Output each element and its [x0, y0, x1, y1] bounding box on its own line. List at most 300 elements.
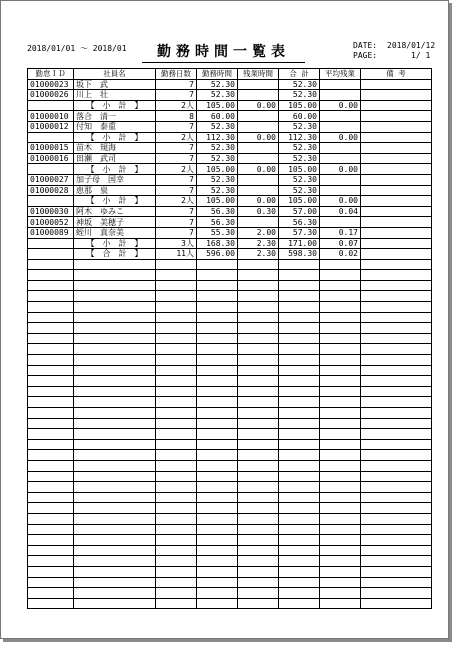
blank-cell [361, 450, 432, 461]
blank-cell [279, 418, 320, 429]
col-header: 合 計 [279, 69, 320, 80]
blank-cell [74, 365, 156, 376]
table-row [28, 143, 432, 154]
blank-cell [28, 302, 74, 313]
cell-note [361, 217, 432, 228]
cell-ot: 2.30 [238, 238, 279, 249]
blank-cell [28, 492, 74, 503]
cell-note [361, 100, 432, 111]
blank-row [28, 460, 432, 471]
cell-work: 105.00 [197, 164, 238, 175]
cell-total: 56.30 [279, 217, 320, 228]
blank-cell [197, 577, 238, 588]
cell-days: 7 [156, 79, 197, 90]
blank-cell [320, 270, 361, 281]
cell-days: 7 [156, 90, 197, 101]
blank-cell [197, 333, 238, 344]
cell-avg: 0.07 [320, 238, 361, 249]
blank-cell [74, 513, 156, 524]
blank-cell [74, 545, 156, 556]
cell-id [28, 132, 74, 143]
blank-cell [320, 408, 361, 419]
cell-note [361, 164, 432, 175]
table-row [28, 227, 432, 238]
table-row [28, 217, 432, 228]
blank-cell [361, 376, 432, 387]
blank-cell [320, 397, 361, 408]
blank-cell [320, 460, 361, 471]
blank-cell [74, 471, 156, 482]
blank-row [28, 408, 432, 419]
blank-cell [238, 524, 279, 535]
blank-row [28, 598, 432, 609]
blank-cell [320, 344, 361, 355]
blank-cell [156, 588, 197, 599]
blank-cell [238, 376, 279, 387]
blank-cell [320, 418, 361, 429]
blank-cell [279, 598, 320, 609]
blank-cell [156, 535, 197, 546]
blank-cell [238, 344, 279, 355]
blank-cell [238, 280, 279, 291]
cell-name: 神坂 美穂子 [74, 217, 156, 228]
blank-cell [361, 460, 432, 471]
cell-id: 01000023 [28, 79, 74, 90]
cell-days: 8 [156, 111, 197, 122]
report-meta [353, 41, 435, 61]
blank-cell [279, 503, 320, 514]
blank-cell [197, 439, 238, 450]
blank-cell [238, 333, 279, 344]
blank-cell [279, 397, 320, 408]
cell-ot: 0.00 [238, 132, 279, 143]
blank-cell [279, 450, 320, 461]
blank-cell [361, 492, 432, 503]
table-row [28, 121, 432, 132]
blank-cell [156, 312, 197, 323]
blank-cell [279, 312, 320, 323]
blank-cell [238, 556, 279, 567]
blank-cell [361, 418, 432, 429]
blank-cell [156, 291, 197, 302]
blank-cell [197, 323, 238, 334]
blank-cell [361, 545, 432, 556]
blank-cell [320, 482, 361, 493]
blank-cell [197, 524, 238, 535]
blank-cell [238, 598, 279, 609]
blank-cell [156, 408, 197, 419]
blank-cell [238, 471, 279, 482]
blank-cell [320, 566, 361, 577]
cell-name: 恵那 泉 [74, 185, 156, 196]
cell-avg: 0.02 [320, 249, 361, 260]
blank-cell [361, 270, 432, 281]
blank-cell [279, 365, 320, 376]
blank-row [28, 588, 432, 599]
cell-avg [320, 121, 361, 132]
blank-cell [74, 259, 156, 270]
blank-cell [279, 513, 320, 524]
blank-cell [74, 503, 156, 514]
blank-cell [197, 408, 238, 419]
cell-name: 【 小 計 】 [74, 100, 156, 111]
cell-work: 112.30 [197, 132, 238, 143]
blank-cell [197, 492, 238, 503]
date-label: DATE: [353, 41, 378, 50]
cell-total: 105.00 [279, 164, 320, 175]
blank-cell [28, 535, 74, 546]
cell-id: 01000089 [28, 227, 74, 238]
cell-name: 田瀬 武司 [74, 153, 156, 164]
date-value: 2018/01/12 [387, 41, 436, 50]
blank-cell [156, 365, 197, 376]
cell-work: 55.30 [197, 227, 238, 238]
blank-cell [156, 280, 197, 291]
blank-cell [74, 524, 156, 535]
blank-cell [28, 513, 74, 524]
cell-ot [238, 143, 279, 154]
blank-cell [74, 482, 156, 493]
blank-cell [156, 450, 197, 461]
blank-cell [238, 302, 279, 313]
subtotal-row [28, 196, 432, 207]
blank-cell [28, 365, 74, 376]
blank-cell [279, 577, 320, 588]
blank-row [28, 429, 432, 440]
blank-cell [279, 280, 320, 291]
blank-row [28, 291, 432, 302]
blank-row [28, 545, 432, 556]
cell-id: 01000028 [28, 185, 74, 196]
blank-cell [238, 513, 279, 524]
blank-cell [28, 408, 74, 419]
blank-cell [361, 386, 432, 397]
cell-work: 52.30 [197, 153, 238, 164]
blank-row [28, 482, 432, 493]
blank-cell [197, 302, 238, 313]
blank-row [28, 365, 432, 376]
cell-ot: 0.00 [238, 100, 279, 111]
blank-cell [74, 323, 156, 334]
blank-cell [74, 450, 156, 461]
blank-cell [361, 577, 432, 588]
cell-avg [320, 217, 361, 228]
report-title: 勤務時間一覧表 [142, 41, 305, 63]
blank-row [28, 355, 432, 366]
blank-row [28, 524, 432, 535]
blank-cell [279, 556, 320, 567]
blank-cell [361, 513, 432, 524]
blank-cell [74, 355, 156, 366]
blank-cell [238, 270, 279, 281]
cell-avg [320, 153, 361, 164]
blank-cell [361, 482, 432, 493]
cell-days: 2人 [156, 100, 197, 111]
blank-cell [156, 471, 197, 482]
table-row [28, 111, 432, 122]
blank-cell [28, 291, 74, 302]
blank-cell [156, 259, 197, 270]
blank-cell [156, 376, 197, 387]
blank-cell [74, 492, 156, 503]
cell-days: 2人 [156, 132, 197, 143]
blank-cell [197, 280, 238, 291]
blank-cell [74, 408, 156, 419]
cell-avg [320, 90, 361, 101]
blank-cell [28, 386, 74, 397]
blank-cell [361, 344, 432, 355]
cell-total: 57.00 [279, 206, 320, 217]
blank-row [28, 376, 432, 387]
blank-row [28, 418, 432, 429]
cell-id: 01000030 [28, 206, 74, 217]
blank-cell [28, 503, 74, 514]
blank-row [28, 270, 432, 281]
cell-note [361, 174, 432, 185]
blank-cell [197, 355, 238, 366]
blank-cell [238, 545, 279, 556]
blank-cell [197, 429, 238, 440]
blank-cell [156, 344, 197, 355]
blank-cell [197, 471, 238, 482]
blank-cell [361, 323, 432, 334]
cell-avg: 0.17 [320, 227, 361, 238]
blank-cell [28, 280, 74, 291]
blank-cell [74, 577, 156, 588]
blank-cell [74, 598, 156, 609]
blank-row [28, 259, 432, 270]
blank-cell [279, 302, 320, 313]
blank-cell [361, 333, 432, 344]
blank-cell [197, 386, 238, 397]
cell-id: 01000052 [28, 217, 74, 228]
blank-cell [74, 302, 156, 313]
blank-cell [28, 460, 74, 471]
blank-cell [320, 545, 361, 556]
blank-cell [156, 323, 197, 334]
cell-id: 01000026 [28, 90, 74, 101]
blank-cell [279, 588, 320, 599]
blank-cell [156, 460, 197, 471]
blank-cell [28, 588, 74, 599]
blank-cell [197, 513, 238, 524]
cell-total: 52.30 [279, 121, 320, 132]
cell-work: 52.30 [197, 185, 238, 196]
cell-note [361, 79, 432, 90]
cell-ot: 2.30 [238, 249, 279, 260]
subtotal-row [28, 100, 432, 111]
cell-total: 598.30 [279, 249, 320, 260]
blank-cell [361, 302, 432, 313]
cell-avg: 0.00 [320, 100, 361, 111]
blank-cell [279, 460, 320, 471]
blank-cell [156, 439, 197, 450]
cell-avg [320, 174, 361, 185]
blank-row [28, 556, 432, 567]
blank-cell [156, 598, 197, 609]
cell-total: 60.00 [279, 111, 320, 122]
subtotal-row [28, 249, 432, 260]
cell-note [361, 227, 432, 238]
blank-cell [320, 524, 361, 535]
subtotal-row [28, 238, 432, 249]
blank-cell [279, 482, 320, 493]
blank-cell [197, 598, 238, 609]
blank-cell [156, 429, 197, 440]
blank-cell [320, 376, 361, 387]
blank-cell [320, 280, 361, 291]
blank-cell [156, 333, 197, 344]
blank-cell [320, 333, 361, 344]
cell-ot: 0.00 [238, 196, 279, 207]
cell-work: 596.00 [197, 249, 238, 260]
blank-cell [156, 503, 197, 514]
subtotal-row [28, 164, 432, 175]
blank-cell [197, 460, 238, 471]
blank-cell [28, 471, 74, 482]
blank-cell [361, 312, 432, 323]
cell-name: 坂下 武 [74, 79, 156, 90]
blank-cell [156, 545, 197, 556]
cell-work: 168.30 [197, 238, 238, 249]
cell-work: 105.00 [197, 100, 238, 111]
blank-cell [361, 408, 432, 419]
cell-note [361, 143, 432, 154]
cell-days: 2人 [156, 164, 197, 175]
blank-cell [74, 376, 156, 387]
cell-work: 56.30 [197, 206, 238, 217]
cell-ot [238, 121, 279, 132]
blank-cell [197, 450, 238, 461]
blank-cell [320, 535, 361, 546]
cell-id: 01000016 [28, 153, 74, 164]
cell-avg [320, 111, 361, 122]
blank-cell [320, 588, 361, 599]
cell-note [361, 111, 432, 122]
cell-days: 2人 [156, 196, 197, 207]
blank-row [28, 333, 432, 344]
attendance-table [27, 68, 432, 609]
blank-cell [197, 259, 238, 270]
cell-name: 【 小 計 】 [74, 164, 156, 175]
blank-cell [156, 556, 197, 567]
blank-cell [279, 566, 320, 577]
cell-id [28, 196, 74, 207]
cell-note [361, 238, 432, 249]
page-row [353, 51, 435, 61]
blank-cell [238, 588, 279, 599]
blank-cell [361, 397, 432, 408]
col-header: 勤務日数 [156, 69, 197, 80]
blank-cell [28, 270, 74, 281]
cell-total: 112.30 [279, 132, 320, 143]
blank-cell [197, 291, 238, 302]
blank-cell [197, 535, 238, 546]
blank-cell [279, 429, 320, 440]
blank-cell [28, 259, 74, 270]
blank-cell [197, 376, 238, 387]
blank-cell [28, 312, 74, 323]
blank-cell [28, 355, 74, 366]
col-header: 平均残業 [320, 69, 361, 80]
blank-cell [238, 259, 279, 270]
blank-cell [279, 471, 320, 482]
cell-ot: 0.30 [238, 206, 279, 217]
cell-days: 7 [156, 153, 197, 164]
blank-row [28, 386, 432, 397]
cell-note [361, 132, 432, 143]
cell-name: 【 小 計 】 [74, 132, 156, 143]
blank-cell [320, 259, 361, 270]
blank-cell [156, 386, 197, 397]
cell-name: 落合 清一 [74, 111, 156, 122]
blank-cell [197, 482, 238, 493]
blank-cell [320, 598, 361, 609]
table-row [28, 206, 432, 217]
blank-cell [279, 344, 320, 355]
blank-cell [28, 344, 74, 355]
table-body [28, 79, 432, 609]
blank-row [28, 471, 432, 482]
blank-cell [197, 566, 238, 577]
blank-cell [74, 566, 156, 577]
cell-note [361, 206, 432, 217]
blank-cell [197, 545, 238, 556]
cell-days: 7 [156, 185, 197, 196]
blank-cell [238, 503, 279, 514]
blank-cell [238, 418, 279, 429]
blank-row [28, 439, 432, 450]
blank-cell [279, 333, 320, 344]
blank-cell [361, 588, 432, 599]
blank-cell [320, 365, 361, 376]
blank-cell [279, 291, 320, 302]
blank-cell [279, 492, 320, 503]
cell-ot: 0.00 [238, 164, 279, 175]
cell-days: 7 [156, 217, 197, 228]
blank-row [28, 280, 432, 291]
cell-total: 57.30 [279, 227, 320, 238]
blank-cell [74, 333, 156, 344]
cell-note [361, 121, 432, 132]
cell-id [28, 238, 74, 249]
blank-cell [361, 365, 432, 376]
cell-ot [238, 174, 279, 185]
blank-cell [28, 323, 74, 334]
cell-name: 加子母 国幸 [74, 174, 156, 185]
cell-name: 川上 壮 [74, 90, 156, 101]
blank-cell [156, 566, 197, 577]
blank-cell [28, 333, 74, 344]
blank-cell [238, 566, 279, 577]
blank-cell [197, 503, 238, 514]
blank-cell [279, 259, 320, 270]
blank-cell [74, 386, 156, 397]
blank-cell [361, 598, 432, 609]
blank-cell [238, 408, 279, 419]
blank-cell [361, 556, 432, 567]
blank-cell [361, 429, 432, 440]
table-row [28, 185, 432, 196]
blank-cell [28, 566, 74, 577]
blank-row [28, 312, 432, 323]
cell-work: 52.30 [197, 121, 238, 132]
blank-cell [238, 365, 279, 376]
blank-cell [74, 344, 156, 355]
blank-cell [320, 556, 361, 567]
cell-work: 52.30 [197, 143, 238, 154]
blank-row [28, 535, 432, 546]
